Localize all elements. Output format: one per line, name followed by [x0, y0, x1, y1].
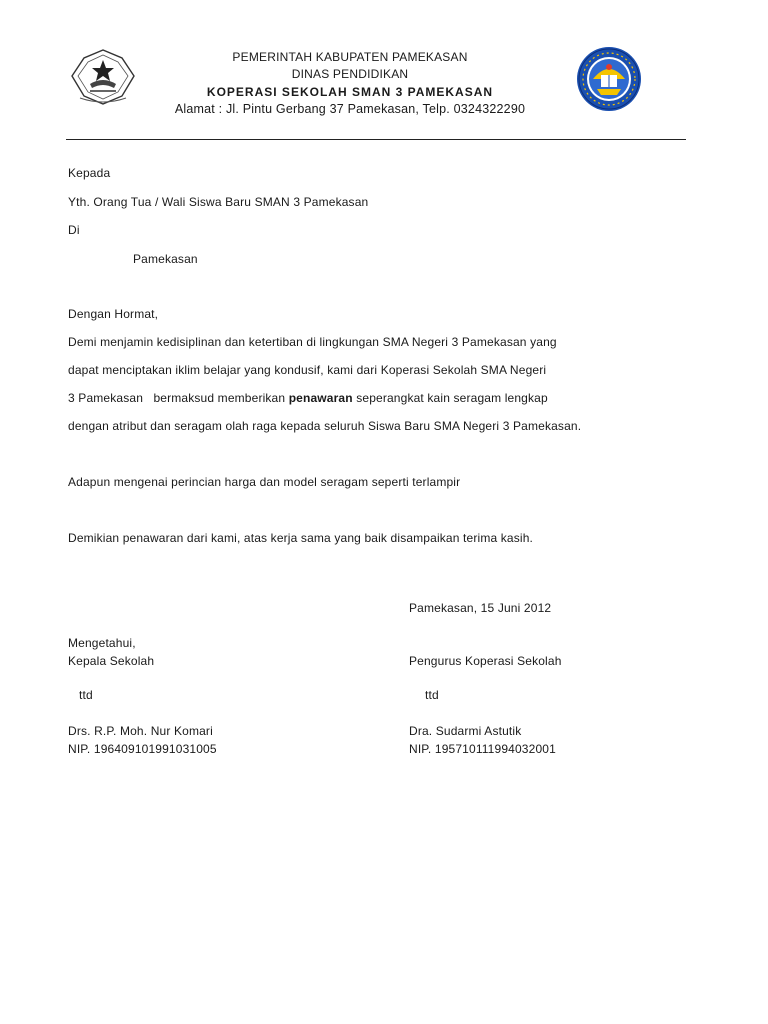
letterhead-address: Alamat : Jl. Pintu Gerbang 37 Pamekasan, Telp. 0324322290 [174, 102, 526, 116]
cooperative-emblem-icon [571, 45, 647, 113]
regency-emblem-icon [66, 46, 140, 108]
greeting: Dengan Hormat, [68, 307, 159, 321]
paragraph-3: Demikian penawaran dari kami, atas kerja sama yang baik disampaikan terima kasih. [68, 531, 534, 545]
paragraph-1-line-4: dengan atribut dan seragam olah raga kepada seluruh Siswa Baru SMA Negeri 3 Pamekasan. [68, 419, 582, 433]
recipient-at: Di [68, 223, 80, 237]
principal-signature: ttd [79, 688, 93, 702]
paragraph-1-line-1: Demi menjamin kedisiplinan dan ketertiban di lingkungan SMA Negeri 3 Pamekasan yang [68, 335, 557, 349]
principal-nip: NIP. 196409101991031005 [68, 742, 217, 756]
principal-role: Kepala Sekolah [68, 654, 155, 668]
paragraph-1-line-3-start: 3 Pamekasan bermaksud memberikan [68, 391, 289, 405]
principal-name: Drs. R.P. Moh. Nur Komari [68, 724, 213, 738]
paragraph-1-line-2: dapat menciptakan iklim belajar yang kondusif, kami dari Koperasi Sekolah SMA Negeri [68, 363, 547, 377]
paragraph-2: Adapun mengenai perincian harga dan model seragam seperti terlampir [68, 475, 461, 489]
place-date: Pamekasan, 15 Juni 2012 [409, 601, 552, 615]
recipient-place: Pamekasan [133, 252, 198, 266]
cooperative-board-role: Pengurus Koperasi Sekolah [409, 654, 562, 668]
letterhead-government: PEMERINTAH KABUPATEN PAMEKASAN [232, 50, 468, 64]
acknowledged-label: Mengetahui, [68, 636, 136, 650]
board-name: Dra. Sudarmi Astutik [409, 724, 522, 738]
letterhead-department: DINAS PENDIDIKAN [291, 67, 409, 81]
offer-emphasis: penawaran [288, 391, 353, 405]
recipient-to: Kepada [68, 166, 111, 180]
board-signature: ttd [425, 688, 439, 702]
board-nip: NIP. 195710111994032001 [409, 742, 556, 756]
letterhead-cooperative: KOPERASI SEKOLAH SMAN 3 PAMEKASAN [206, 85, 494, 99]
paragraph-1-line-3 [68, 391, 548, 405]
paragraph-1-line-3-end: seperangkat kain seragam lengkap [352, 391, 548, 405]
recipient-name: Yth. Orang Tua / Wali Siswa Baru SMAN 3 Pamekasan [68, 195, 369, 209]
header-divider [66, 139, 686, 140]
